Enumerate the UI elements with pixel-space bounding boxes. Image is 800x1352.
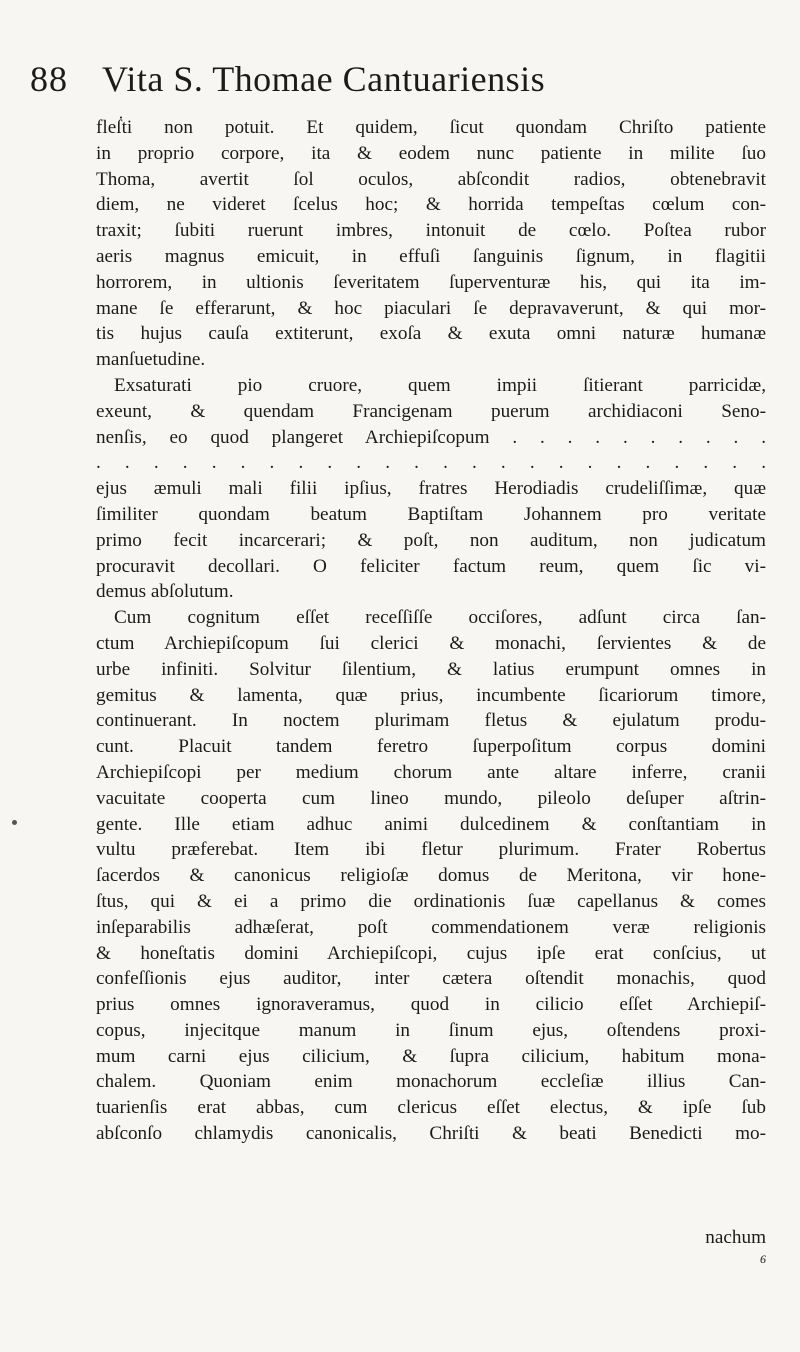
text-line: vacuitate cooperta cum lineo mundo, pileolo deſuper aſtrin- xyxy=(96,787,766,809)
text-line: ſtus, qui & ei a primo die ordinationis ſuæ capellanus & comes xyxy=(96,890,766,912)
page-number: 88 xyxy=(30,59,68,99)
text-line: Exsaturati pio cruore, quem impii ſitierant parricidæ, xyxy=(114,374,766,396)
text-line: horrorem, in ultionis ſeveritatem ſuperventuræ his, qui ita im- xyxy=(96,271,766,293)
text-line: continuerant. In noctem plurimam fletus & ejulatum produ- xyxy=(96,710,766,732)
text-line: diem, ne videret ſcelus hoc; & horrida tempeſtas cœlum con- xyxy=(96,194,766,216)
text-line: ctum Archiepiſcopum ſui clerici & monachi, ſervientes & de xyxy=(96,632,766,654)
text-line: manſuetudine. xyxy=(96,349,206,371)
text-line: inſeparabilis adhæſerat, poſt commendationem veræ religionis xyxy=(96,916,766,938)
text-line: demus abſolutum. xyxy=(96,581,234,603)
binding-dot xyxy=(12,820,17,825)
text-line: fleẛti non potuit. Et quidem, ſicut quondam Chriſto patiente xyxy=(96,117,766,138)
signature-mark: 6 xyxy=(760,1252,766,1266)
text-line: vultu præferebat. Item ibi fletur plurimum. Frater Robertus xyxy=(96,839,766,861)
text-line: exeunt, & quendam Francigenam puerum archidiaconi Seno- xyxy=(96,400,766,422)
text-line: aeris magnus emicuit, in effuſi ſanguinis ſignum, in flagitii xyxy=(96,245,766,267)
page-header xyxy=(30,58,760,108)
text-line: urbe infiniti. Solvitur ſilentium, & latius erumpunt omnes in xyxy=(96,658,766,680)
text-line: mane ſe efferarunt, & hoc piaculari ſe depravaverunt, & qui mor- xyxy=(96,297,766,319)
body-text xyxy=(96,115,766,1147)
text-line: ſacerdos & canonicus religioſæ domus de Meritona, vir hone- xyxy=(96,865,766,887)
text-line: ejus æmuli mali filii ipſius, fratres Herodiadis crudeliſſimæ, quæ xyxy=(96,478,766,500)
text-line: tis hujus cauſa extiterunt, exoſa & exuta omni naturæ humanæ xyxy=(96,323,766,345)
text-line: procuravit decollari. O feliciter factum reum, quem ſic vi- xyxy=(96,555,766,577)
catchword: nachum xyxy=(705,1227,766,1248)
running-head: Vita S. Thomae Cantuariensis xyxy=(102,59,546,99)
text-line: chalem. Quoniam enim monachorum eccleſiæ illius Can- xyxy=(96,1071,766,1093)
text-line: copus, injecitque manum in ſinum ejus, oſtendens proxi- xyxy=(96,1019,766,1041)
text-line: abſconſo chlamydis canonicalis, Chriſti & beati Benedicti mo- xyxy=(96,1123,766,1145)
text-line: prius omnes ignoraveramus, quod in cilicio eſſet Archiepiſ- xyxy=(96,994,766,1016)
text-line: gemitus & lamenta, quæ prius, incumbente ſicariorum timore, xyxy=(96,684,766,706)
text-line: . . . . . . . . . . . . . . . . . . . . . . . . xyxy=(96,452,766,474)
text-line: confeſſionis ejus auditor, inter cætera oſtendit monachis, quod xyxy=(96,968,766,990)
text-line: Archiepiſcopi per medium chorum ante altare inferre, cranii xyxy=(96,761,766,783)
text-line: Thoma, avertit ſol oculos, abſcondit radios, obtenebravit xyxy=(96,168,766,190)
text-line: gente. Ille etiam adhuc animi dulcedinem & conſtantiam in xyxy=(96,813,766,835)
text-line: nenſis, eo quod plangeret Archiepiſcopum . . . . . . . . . . xyxy=(96,426,766,448)
text-line: cunt. Placuit tandem feretro ſuperpoſitum corpus domini xyxy=(96,736,766,758)
text-line: traxit; ſubiti ruerunt imbres, intonuit de cœlo. Poſtea rubor xyxy=(96,220,766,242)
text-line: ſimiliter quondam beatum Baptiſtam Johannem pro veritate xyxy=(96,503,766,525)
text-line: tuarienſis erat abbas, cum clericus eſſet electus, & ipſe ſub xyxy=(96,1097,766,1119)
text-line: mum carni ejus cilicium, & ſupra cilicium, habitum mona- xyxy=(96,1045,766,1067)
text-line: in proprio corpore, ita & eodem nunc patiente in milite ſuo xyxy=(96,142,766,164)
text-line: Cum cognitum eſſet receſſiſſe occiſores, adſunt circa ſan- xyxy=(114,607,766,629)
text-line: primo fecit incarcerari; & poſt, non auditum, non judicatum xyxy=(96,529,766,551)
text-line: & honeſtatis domini Archiepiſcopi, cujus ipſe erat conſcius, ut xyxy=(96,942,766,964)
